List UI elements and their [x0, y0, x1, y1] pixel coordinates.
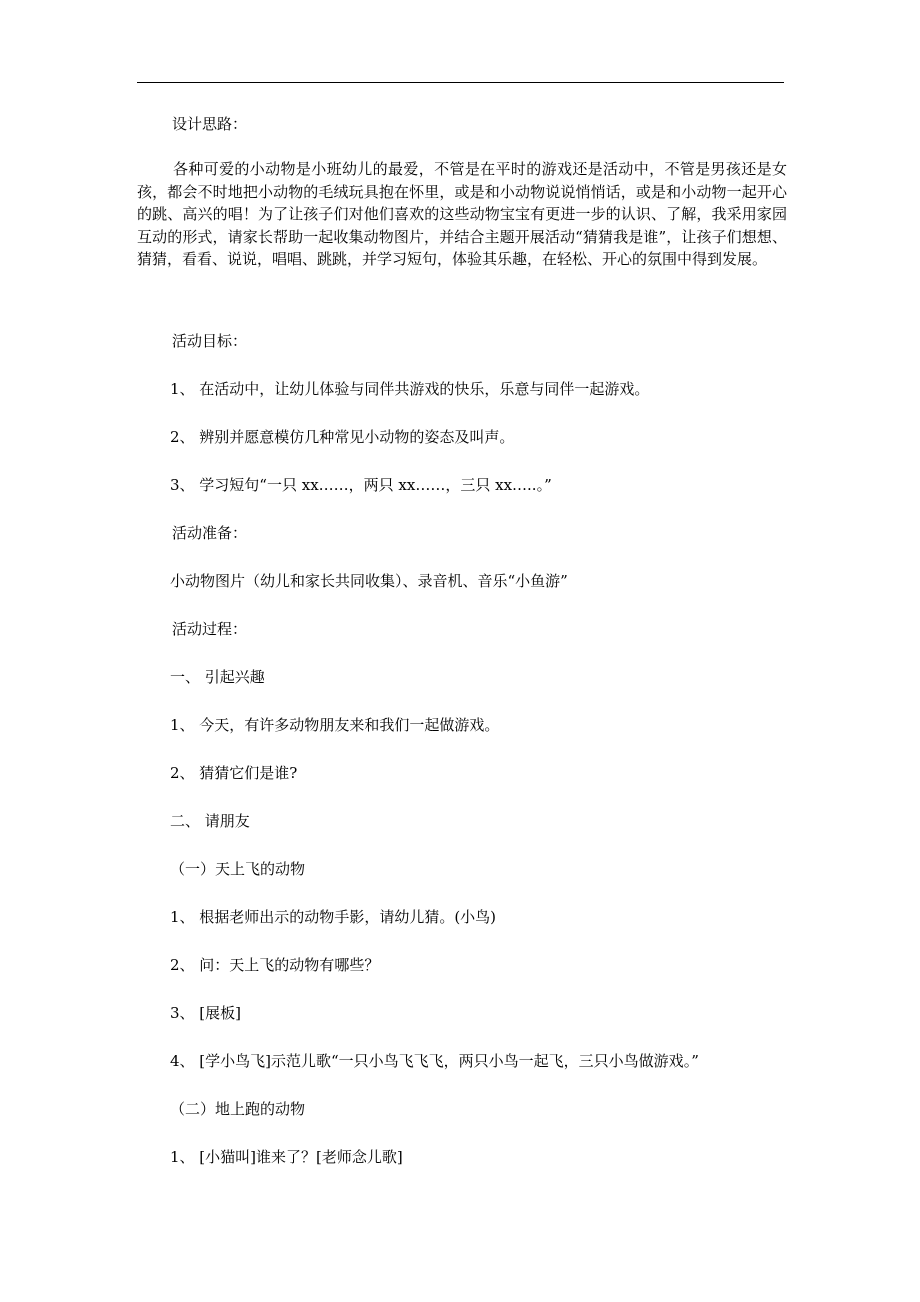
process-item: 4、 [学小鸟飞]示范儿歌“一只小鸟飞飞飞，两只小鸟一起飞，三只小鸟做游戏。” — [170, 1052, 699, 1070]
goals-heading: 活动目标： — [172, 332, 248, 350]
process-item: 一、 引起兴趣 — [170, 668, 265, 686]
process-item: 1、 今天，有许多动物朋友来和我们一起做游戏。 — [170, 716, 500, 734]
design-heading: 设计思路： — [172, 115, 248, 133]
process-item: 二、 请朋友 — [170, 812, 250, 830]
process-item: 1、 [小猫叫]谁来了？[老师念儿歌] — [170, 1148, 403, 1166]
goal-item: 1、 在活动中，让幼儿体验与同伴共游戏的快乐，乐意与同伴一起游戏。 — [170, 380, 650, 398]
goal-item: 2、 辨别并愿意模仿几种常见小动物的姿态及叫声。 — [170, 428, 515, 446]
process-item: 3、 [展板] — [170, 1004, 242, 1022]
design-paragraph: 各种可爱的小动物是小班幼儿的最爱，不管是在平时的游戏还是活动中，不管是男孩还是女孩，都会不时地把小动物的毛绒玩具抱在怀里，或是和小动物说说悄悄话，或是和小动物一起开心的跳、高兴的唱！为了让孩子们对他们喜欢的这些动物宝宝有更进一步的认识、了解，我采用家园互动的形式，请家长帮助一起收集动物图片，并结合主题开展活动“猜猜我是谁”，让孩子们想想、猜猜，看看、说说，唱唱、跳跳，并学习短句，体验其乐趣，在轻松、开心的氛围中得到发展。 — [137, 160, 787, 269]
process-item: 2、 问：天上飞的动物有哪些？ — [170, 956, 380, 974]
prep-heading: 活动准备： — [172, 524, 248, 542]
process-heading: 活动过程： — [172, 620, 248, 638]
goal-item: 3、 学习短句“一只 xx……，两只 xx……，三只 xx…..。” — [170, 476, 552, 494]
process-item: （一）天上飞的动物 — [170, 860, 306, 878]
process-item: 1、 根据老师出示的动物手影，请幼儿猜。(小鸟) — [170, 908, 497, 926]
header-rule — [137, 82, 784, 83]
prep-text: 小动物图片（幼儿和家长共同收集）、录音机、音乐“小鱼游” — [170, 572, 568, 590]
process-item: （二）地上跑的动物 — [170, 1100, 306, 1118]
process-item: 2、 猜猜它们是谁? — [170, 764, 298, 782]
